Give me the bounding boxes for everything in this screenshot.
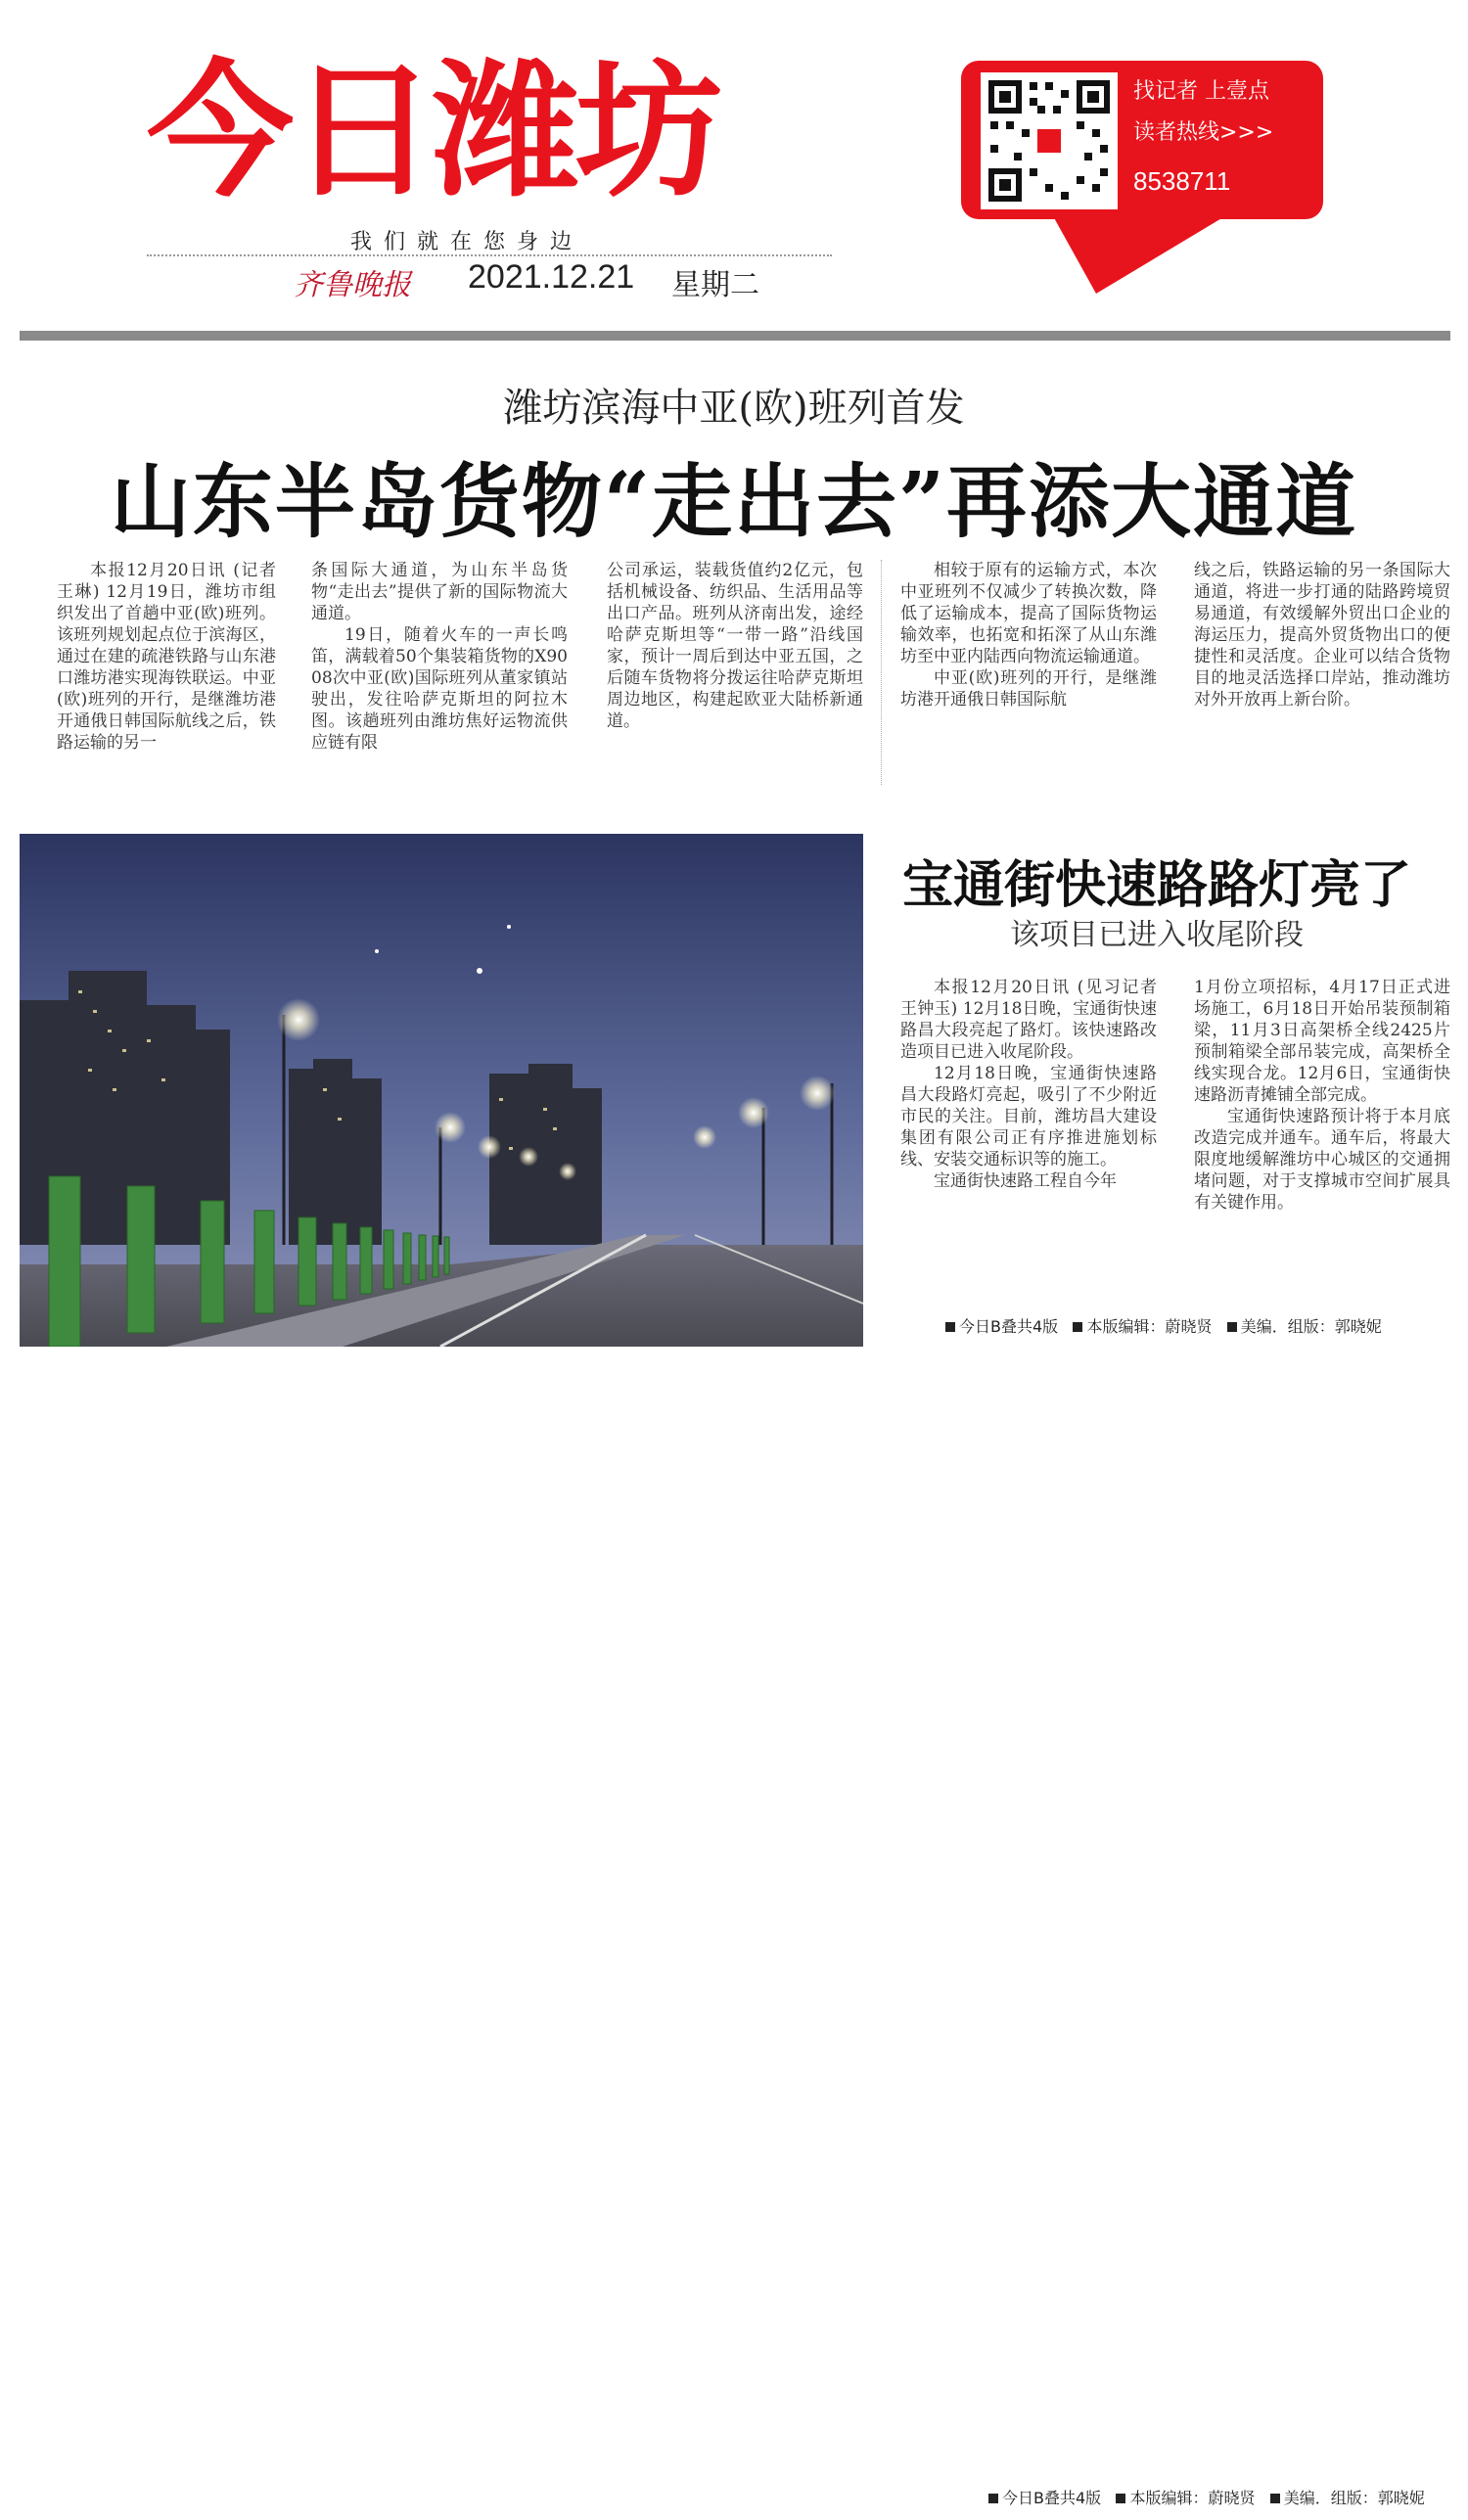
publication-date: 2021.12.21: [468, 258, 635, 296]
edition-count: 今日B叠共4版: [959, 1317, 1059, 1336]
article-column: [1194, 977, 1450, 1214]
publication-weekday: 星期二: [671, 268, 759, 302]
editor-credit: 本版编辑：蔚晓贤: [1086, 1317, 1213, 1336]
column-rule: [881, 560, 882, 785]
article-paragraph: 12月18日晚，宝通街快速路昌大段路灯亮起，吸引了不少附近市民的关注。目前，潍坊昌大建设集团有限公司正有序推进施划标线、安装交通标识等的施工。: [900, 1064, 1157, 1169]
article-column: [1194, 560, 1450, 710]
hotline-slogan: 找记者 上壹点: [1133, 79, 1269, 104]
article-paragraph: 宝通街快速路预计将于本月底改造完成并通车。通车后，将最大限度地缓解潍坊中心城区的交通拥堵问题，对于支撑城市空间扩展具有关键作用。: [1194, 1107, 1450, 1213]
paper-logo: 齐鲁晚报: [294, 268, 411, 302]
article-paragraph: 线之后，铁路运输的另一条国际大通道，将进一步打通的陆路跨境贸易通道，有效缓解外贸出口企业的海运压力，提高外贸货物出口的便捷性和灵活度。企业可以结合货物目的地灵活选择口岸站，推动潍坊对外开放再上新台阶。: [1194, 561, 1450, 710]
hotline-label: 读者热线>>>: [1133, 120, 1274, 145]
article-paragraph: 中亚(欧)班列的开行，是继潍坊港开通俄日韩国际航: [900, 668, 1157, 710]
article-paragraph: 相较于原有的运输方式，本次中亚班列不仅减少了转换次数，降低了运输成本，提高了国际货物运输效率，也拓宽和拓深了从山东潍坊至中亚内陆西向物流运输通道。: [900, 561, 1157, 666]
article-subheading: 该项目已进入收尾阶段: [1010, 918, 1304, 952]
designer-credit: 美编．组版：郭晓妮: [1240, 1317, 1382, 1336]
article-kicker: 潍坊滨海中亚(欧)班列首发: [503, 386, 965, 431]
credit-line: [945, 1314, 1382, 1337]
article-column: [57, 560, 276, 754]
article-column: [607, 560, 863, 732]
article-paragraph: 宝通街快速路工程自今年: [934, 1171, 1117, 1191]
qr-code-icon[interactable]: [981, 72, 1118, 209]
hotline-number: 8538711: [1133, 166, 1231, 196]
article-paragraph: 19日，随着火车的一声长鸣笛，满载着50个集装箱货物的X9008次中亚(欧)国际班列从董家镇站驶出，发往哈萨克斯坦的阿拉木图。该趟班列由潍坊焦好运物流供应链有限: [311, 625, 568, 753]
article-column: [900, 560, 1157, 710]
street-light-photo: [20, 834, 863, 1347]
masthead-slogan: 我们就在您身边: [350, 230, 584, 254]
article-paragraph: 本报12月20日讯 (见习记者 王钟玉) 12月18日晚，宝通街快速路昌大段亮起了路灯。该快速路改造项目已进入收尾阶段。: [900, 978, 1157, 1062]
masthead-rule: [147, 254, 832, 256]
article-paragraph: 公司承运，装载货值约2亿元，包括机械设备、纺织品、生活用品等出口产品。班列从济南出发，途经哈萨克斯坦等“一带一路”沿线国家，预计一周后到达中亚五国，之后随车货物将分拨运往哈萨克斯坦周边地区，构建起欧亚大陆桥新通道。: [607, 561, 863, 731]
article-paragraph: 1月份立项招标，4月17日正式进场施工，6月18日开始吊装预制箱梁，11月3日高架桥全线2425片预制箱梁全部吊装完成，高架桥全线实现合龙。12月6日，宝通街快速路沥青摊铺全部完成。: [1194, 978, 1450, 1105]
article-headline: 山东半岛货物“走出去”再添大通道: [110, 455, 1358, 549]
article-paragraph: 本报12月20日讯 (记者 王琳) 12月19日，潍坊市组织发出了首趟中亚(欧)班列。该班列规划起点位于滨海区，通过在建的疏港铁路与山东港口潍坊港实现海铁联运。中亚(欧)班列的开行，是继潍坊港开通俄日韩国际航线之后，铁路运输的另一: [57, 561, 276, 753]
article-headline: 宝通街快速路路灯亮了: [901, 855, 1411, 915]
article-paragraph: 条国际大通道，为山东半岛货物“走出去”提供了新的国际物流大通道。: [311, 561, 568, 623]
edition-count: 今日B叠共4版: [1002, 2489, 1102, 2507]
editor-credit: 本版编辑：蔚晓贤: [1129, 2489, 1256, 2507]
article-column: [311, 560, 568, 754]
page-footer: [988, 2486, 1425, 2508]
article-column: [900, 977, 1157, 1192]
designer-credit: 美编．组版：郭晓妮: [1283, 2489, 1425, 2507]
section-divider: [20, 331, 1450, 341]
masthead-title: 今日潍坊: [147, 47, 719, 217]
